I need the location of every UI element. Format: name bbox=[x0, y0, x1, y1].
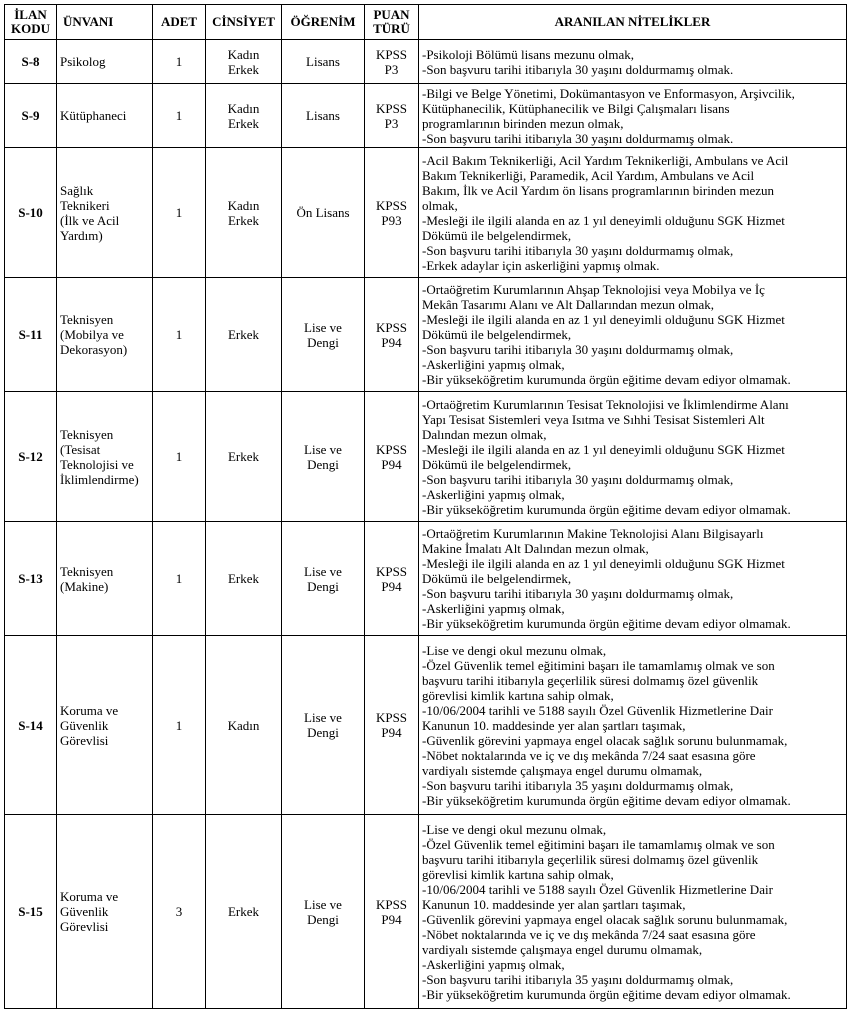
header-code: İLAN KODU bbox=[5, 5, 57, 40]
header-gender: CİNSİYET bbox=[206, 5, 282, 40]
job-gender: Erkek bbox=[206, 522, 282, 636]
requirement-line: -Nöbet noktalarında ve iç ve dış mekânda 7/24 saat esasına göre bbox=[422, 747, 756, 763]
job-title: Kütüphaneci bbox=[57, 84, 153, 148]
requirement-line: Kanunun 10. maddesinde yer alan şartları taşımak, bbox=[422, 896, 686, 912]
job-gender: Kadın Erkek bbox=[206, 40, 282, 84]
job-gender: Erkek bbox=[206, 392, 282, 522]
table-row bbox=[5, 392, 847, 522]
requirement-line: -Son başvuru tarihi itibarıyla 35 yaşını doldurmamış olmak, bbox=[422, 971, 734, 987]
table-row bbox=[5, 522, 847, 636]
requirement-line: Dökümü ile belgelendirmek, bbox=[422, 456, 572, 472]
requirement-line: -Güvenlik görevini yapmaya engel olacak sağlık sorunu bulunmamak, bbox=[422, 732, 788, 748]
requirement-line: -Nöbet noktalarında ve iç ve dış mekânda 7/24 saat esasına göre bbox=[422, 926, 756, 942]
requirement-line: -Psikoloji Bölümü lisans mezunu olmak, bbox=[422, 46, 634, 62]
table-row bbox=[5, 278, 847, 392]
requirement-line: -Mesleği ile ilgili alanda en az 1 yıl deneyimli olduğunu SGK Hizmet bbox=[422, 441, 785, 457]
job-code: S-12 bbox=[5, 392, 57, 522]
header-requirements: ARANILAN NİTELİKLER bbox=[419, 5, 847, 40]
requirement-line: -Son başvuru tarihi itibarıyla 30 yaşını doldurmamış olmak, bbox=[422, 586, 734, 601]
job-gender: Kadın Erkek bbox=[206, 148, 282, 278]
job-score-type: KPSS P94 bbox=[365, 278, 419, 392]
requirement-line: Kütüphanecilik, Kütüphanecilik ve Bilgi Çalışmaları lisans bbox=[422, 100, 730, 116]
job-count: 1 bbox=[153, 148, 206, 278]
job-score-type: KPSS P94 bbox=[365, 636, 419, 815]
requirement-line: -Erkek adaylar için askerliğini yapmış olmak. bbox=[422, 257, 660, 273]
job-title: Teknisyen (Tesisat Teknolojisi ve İklimlendirme) bbox=[57, 392, 153, 522]
requirement-line: Makine İmalatı Alt Dalından mezun olmak, bbox=[422, 541, 649, 556]
requirement-line: Bakım Teknikerliği, Paramedik, Acil Yardım, Ambulans ve Acil bbox=[422, 167, 755, 183]
requirement-line: -Son başvuru tarihi itibarıyla 30 yaşını doldurmamış olmak, bbox=[422, 342, 734, 357]
job-requirements bbox=[419, 522, 847, 636]
requirement-line: -10/06/2004 tarihli ve 5188 sayılı Özel Güvenlik Hizmetlerine Dair bbox=[422, 881, 773, 897]
job-score-type: KPSS P94 bbox=[365, 392, 419, 522]
job-count: 1 bbox=[153, 522, 206, 636]
requirement-line: -10/06/2004 tarihli ve 5188 sayılı Özel Güvenlik Hizmetlerine Dair bbox=[422, 702, 773, 718]
job-title: Teknisyen (Mobilya ve Dekorasyon) bbox=[57, 278, 153, 392]
requirement-line: -Özel Güvenlik temel eğitimini başarı ile tamamlamış olmak ve son bbox=[422, 657, 775, 673]
job-education: Ön Lisans bbox=[282, 148, 365, 278]
requirement-line: programlarının birinden mezun olmak, bbox=[422, 115, 624, 131]
requirement-line: -Ortaöğretim Kurumlarının Tesisat Teknolojisi ve İklimlendirme Alanı bbox=[422, 396, 789, 412]
job-title: Koruma ve Güvenlik Görevlisi bbox=[57, 636, 153, 815]
requirement-line: Dalından mezun olmak, bbox=[422, 426, 547, 442]
requirement-line: -Son başvuru tarihi itibarıyla 30 yaşını doldurmamış olmak. bbox=[422, 130, 734, 146]
job-code: S-15 bbox=[5, 815, 57, 1009]
job-education: Lisans bbox=[282, 84, 365, 148]
job-count: 1 bbox=[153, 278, 206, 392]
job-title: Sağlık Teknikeri (İlk ve Acil Yardım) bbox=[57, 148, 153, 278]
job-score-type: KPSS P3 bbox=[365, 84, 419, 148]
requirement-line: başvuru tarihi itibarıyla geçerlilik süresi dolmamış özel güvenlik bbox=[422, 672, 759, 688]
table-row bbox=[5, 40, 847, 84]
job-score-type: KPSS P94 bbox=[365, 522, 419, 636]
job-gender: Kadın Erkek bbox=[206, 84, 282, 148]
table-row bbox=[5, 636, 847, 815]
job-requirements bbox=[419, 84, 847, 148]
job-title: Psikolog bbox=[57, 40, 153, 84]
requirement-line: görevlisi kimlik kartına sahip olmak, bbox=[422, 687, 614, 703]
job-code: S-13 bbox=[5, 522, 57, 636]
job-gender: Erkek bbox=[206, 278, 282, 392]
requirement-line: Dökümü ile belgelendirmek, bbox=[422, 571, 572, 586]
job-count: 1 bbox=[153, 392, 206, 522]
header-count: ADET bbox=[153, 5, 206, 40]
table-row bbox=[5, 84, 847, 148]
requirement-line: görevlisi kimlik kartına sahip olmak, bbox=[422, 866, 614, 882]
job-education: Lisans bbox=[282, 40, 365, 84]
requirement-line: -Mesleği ile ilgili alanda en az 1 yıl deneyimli olduğunu SGK Hizmet bbox=[422, 312, 785, 327]
requirement-line: -Ortaöğretim Kurumlarının Makine Teknolojisi Alanı Bilgisayarlı bbox=[422, 526, 764, 541]
requirement-line: Dökümü ile belgelendirmek, bbox=[422, 327, 572, 342]
requirement-line: vardiyalı sistemde çalışmaya engel durumu olmamak, bbox=[422, 941, 703, 957]
requirement-line: -Bir yükseköğretim kurumunda örgün eğitime devam ediyor olmamak. bbox=[422, 616, 791, 631]
requirement-line: -Bir yükseköğretim kurumunda örgün eğitime devam ediyor olmamak. bbox=[422, 372, 791, 387]
requirement-line: vardiyalı sistemde çalışmaya engel durumu olmamak, bbox=[422, 762, 703, 778]
job-education: Lise ve Dengi bbox=[282, 522, 365, 636]
requirement-line: -Acil Bakım Teknikerliği, Acil Yardım Teknikerliği, Ambulans ve Acil bbox=[422, 152, 789, 168]
job-score-type: KPSS P3 bbox=[365, 40, 419, 84]
job-listings-table bbox=[4, 4, 847, 1009]
job-code: S-8 bbox=[5, 40, 57, 84]
requirement-line: -Özel Güvenlik temel eğitimini başarı ile tamamlamış olmak ve son bbox=[422, 836, 775, 852]
header-score-type: PUAN TÜRÜ bbox=[365, 5, 419, 40]
requirement-line: -Ortaöğretim Kurumlarının Ahşap Teknolojisi veya Mobilya ve İç bbox=[422, 282, 765, 297]
requirement-line: -Lise ve dengi okul mezunu olmak, bbox=[422, 642, 607, 658]
job-code: S-9 bbox=[5, 84, 57, 148]
job-count: 1 bbox=[153, 84, 206, 148]
requirement-line: -Askerliğini yapmış olmak, bbox=[422, 956, 565, 972]
job-requirements bbox=[419, 278, 847, 392]
job-education: Lise ve Dengi bbox=[282, 278, 365, 392]
job-title: Koruma ve Güvenlik Görevlisi bbox=[57, 815, 153, 1009]
table-header-row bbox=[5, 5, 847, 40]
table-body bbox=[5, 40, 847, 1009]
job-score-type: KPSS P93 bbox=[365, 148, 419, 278]
job-count: 1 bbox=[153, 40, 206, 84]
requirement-line: -Güvenlik görevini yapmaya engel olacak sağlık sorunu bulunmamak, bbox=[422, 911, 788, 927]
job-requirements bbox=[419, 392, 847, 522]
requirement-line: Mekân Tasarımı Alanı ve Alt Dallarından mezun olmak, bbox=[422, 297, 714, 312]
job-education: Lise ve Dengi bbox=[282, 392, 365, 522]
requirement-line: -Bilgi ve Belge Yönetimi, Dokümantasyon ve Enformasyon, Arşivcilik, bbox=[422, 85, 795, 101]
requirement-line: -Askerliğini yapmış olmak, bbox=[422, 486, 565, 502]
requirement-line: Kanunun 10. maddesinde yer alan şartları taşımak, bbox=[422, 717, 686, 733]
job-count: 1 bbox=[153, 636, 206, 815]
requirement-line: Dökümü ile belgelendirmek, bbox=[422, 227, 572, 243]
job-gender: Kadın bbox=[206, 636, 282, 815]
requirement-line: -Bir yükseköğretim kurumunda örgün eğitime devam ediyor olmamak. bbox=[422, 986, 791, 1002]
job-code: S-10 bbox=[5, 148, 57, 278]
requirement-line: -Son başvuru tarihi itibarıyla 30 yaşını doldurmamış olmak, bbox=[422, 242, 734, 258]
requirement-line: başvuru tarihi itibarıyla geçerlilik süresi dolmamış özel güvenlik bbox=[422, 851, 759, 867]
requirement-line: -Son başvuru tarihi itibarıyla 30 yaşını doldurmamış olmak, bbox=[422, 471, 734, 487]
job-education: Lise ve Dengi bbox=[282, 636, 365, 815]
requirement-line: -Askerliğini yapmış olmak, bbox=[422, 357, 565, 372]
job-code: S-11 bbox=[5, 278, 57, 392]
requirement-line: -Mesleği ile ilgili alanda en az 1 yıl deneyimli olduğunu SGK Hizmet bbox=[422, 212, 785, 228]
requirement-line: -Bir yükseköğretim kurumunda örgün eğitime devam ediyor olmamak. bbox=[422, 501, 791, 517]
job-count: 3 bbox=[153, 815, 206, 1009]
job-code: S-14 bbox=[5, 636, 57, 815]
header-education: ÖĞRENİM bbox=[282, 5, 365, 40]
job-requirements bbox=[419, 815, 847, 1009]
table-row bbox=[5, 148, 847, 278]
job-requirements bbox=[419, 636, 847, 815]
requirement-line: Yapı Tesisat Sistemleri veya Isıtma ve Sıhhi Tesisat Sistemleri Alt bbox=[422, 411, 765, 427]
requirement-line: -Bir yükseköğretim kurumunda örgün eğitime devam ediyor olmamak. bbox=[422, 792, 791, 808]
requirement-line: Bakım, İlk ve Acil Yardım ön lisans programlarının birinden mezun bbox=[422, 182, 775, 198]
header-title: ÜNVANI bbox=[57, 5, 153, 40]
job-requirements bbox=[419, 40, 847, 84]
requirement-line: -Mesleği ile ilgili alanda en az 1 yıl deneyimli olduğunu SGK Hizmet bbox=[422, 556, 785, 571]
table-row bbox=[5, 815, 847, 1009]
job-requirements bbox=[419, 148, 847, 278]
requirement-line: -Son başvuru tarihi itibarıyla 30 yaşını doldurmamış olmak. bbox=[422, 61, 734, 77]
job-title: Teknisyen (Makine) bbox=[57, 522, 153, 636]
requirement-line: -Askerliğini yapmış olmak, bbox=[422, 601, 565, 616]
requirement-line: -Son başvuru tarihi itibarıyla 35 yaşını doldurmamış olmak, bbox=[422, 777, 734, 793]
requirement-line: olmak, bbox=[422, 197, 458, 213]
requirement-line: -Lise ve dengi okul mezunu olmak, bbox=[422, 821, 607, 837]
job-score-type: KPSS P94 bbox=[365, 815, 419, 1009]
job-gender: Erkek bbox=[206, 815, 282, 1009]
job-education: Lise ve Dengi bbox=[282, 815, 365, 1009]
